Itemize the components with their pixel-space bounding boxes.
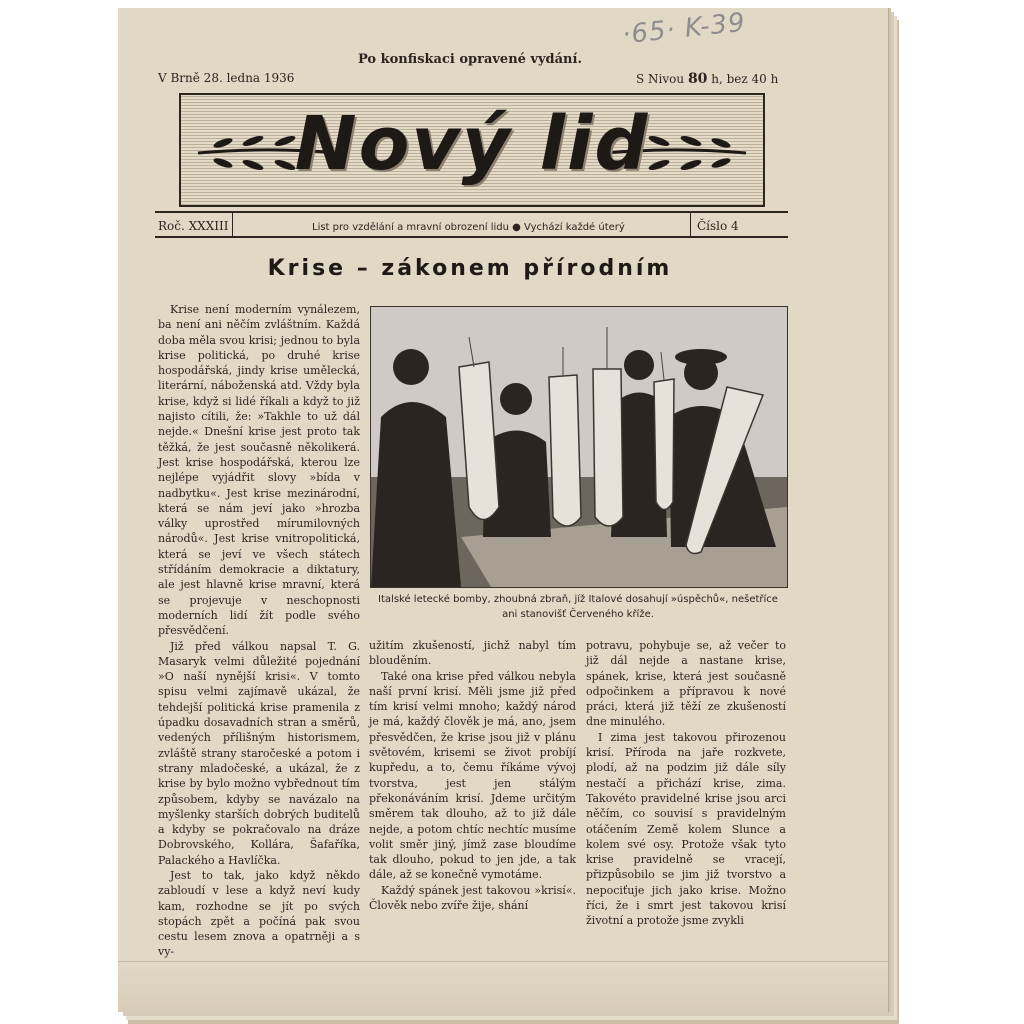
confiscation-notice: Po konfiskaci opravené vydání. (358, 52, 582, 67)
photo-illustration (371, 307, 787, 587)
price-suffix: h, bez 40 h (711, 72, 779, 86)
article-column-2 (369, 638, 576, 913)
volume-number: Roč. XXXIII (158, 219, 229, 233)
newspaper-title: Nový lid (294, 101, 650, 187)
article-column-3 (586, 638, 786, 929)
price-line (636, 71, 778, 87)
price-bold: 80 (687, 71, 708, 87)
news-photo (370, 306, 788, 588)
handwritten-note: ·65· K-39 (620, 7, 748, 51)
paragraph: potravu, pohybuje se, až večer to již dál nejde a nastane krise, spánek, krise, která jest současně odpočinkem a přípravou k nové práci, která již těží ze zkušeností dne minulého. (586, 639, 786, 729)
paragraph: Také ona krise před válkou nebyla naší první krisí. Měli jsme již před tím krisí velmi mnoho; každý národ je má, každý člověk je má, ano, jsem přesvědčen, že krise jsou již v plánu světovém, krisemi se život probíjí kupředu, a to, čemu říkáme vývoj tvorstva, jest jen stálým překonáváním krisí. Jdeme určitým směrem tak dlouho, až to již dále nejde, a potom chtíc nechtíc musíme volit směr jiný, jímž zase bloudíme tak dlouho, pokud to jen jde, a tak dále, až se konečně vymotáme. (369, 669, 576, 882)
masthead-banner (179, 93, 765, 207)
paragraph: Již před válkou napsal T. G. Masaryk velmi důležité pojednání »O naší nynější krisi«. V tomto spisu velmi zajímavě ukázal, že tehdejší politická krise pramenila z úpadku dosavadních stran a směrů, vedených přílišným historismem, zvláště strany staročeské a potom i strany mladočeské, a ukázal, že z krise by bylo možno vybřednout tím způsobem, kdyby se navázalo na myšlenky starších dobrých buditelů a kdyby se pokračovalo na dráze Dobrovského, Kollára, Šafaříka, Palackého a Havlíčka. (158, 639, 360, 867)
paragraph: užitím zkušeností, jichž nabyl tím blouděním. (369, 639, 576, 668)
rule-divider-left (232, 213, 233, 236)
issue-number: Číslo 4 (697, 219, 739, 233)
masthead-subtitle: List pro vzdělání a mravní obrození lidu ● Vychází každé úterý (312, 222, 625, 233)
photo-caption: Italské letecké bomby, zhoubná zbraň, jíž Italové dosahují »úspěchů«, nešetříce ani stanovišť Červeného kříže. (378, 594, 778, 620)
paragraph: Krise není moderním vynálezem, ba není ani něčím zvláštním. Každá doba měla svou krisi; jednou to byla krise politická, po druhé krise hospodářská, jindy krise umělecká, literární, náboženská atd. Vždy byla krise, když si lidé říkali a když to již najisto cítili, že: »Takhle to už dál nejde.« Dnešní krise jest proto tak těžká, že jest současně několikerá. Jest krise hospodářská, kterou lze nejlépe vyjádřit slovy »bída v nadbytku«. Jest krise mezinárodní, která se nám jeví jako »hrozba války uprostřed mírumilovných národů«. Jest krise vnitropolitická, která se jeví ve všech státech střídáním demokracie a diktatury, ale jest hlavně krise mravní, která se projevuje v neschopnosti moderních lidí žít podle svého přesvědčení. (158, 303, 360, 638)
price-prefix: S Nivou (636, 72, 685, 86)
masthead-rule-top (155, 211, 788, 213)
paragraph: Jest to tak, jako když někdo zabloudí v lese a když neví kudy kam, rozhodne se jít po svých stopách zpět a počíná pak svou cestu lesem znova a opatrněji a s vy- (158, 868, 360, 959)
masthead-rule-bottom (155, 236, 788, 238)
paragraph: Každý spánek jest takovou »krisí«. Člověk nebo zvíře žije, shání (369, 883, 576, 913)
dateline: V Brně 28. ledna 1936 (158, 71, 295, 85)
paragraph: I zima jest takovou přirozenou krisí. Příroda na jaře rozkvete, plodí, až na podzim již dále síly nestačí a přichází krise, zima. Takovéto pravidelné krise jsou arci něčím, co souvisí s pravidelným otáčením Země kolem Slunce a kolem své osy. Protože však tyto krise pravidelně se vracejí, přizpůsobilo se jim již tvorstvo a nepociťuje jich jako krise. Možno říci, že i smrt jest takovou krisí životní a protože jsme zvykli (586, 730, 786, 928)
article-column-1 (158, 302, 360, 960)
article-headline: Krise – zákonem přírodním (267, 256, 673, 281)
rule-divider-right (690, 213, 691, 236)
